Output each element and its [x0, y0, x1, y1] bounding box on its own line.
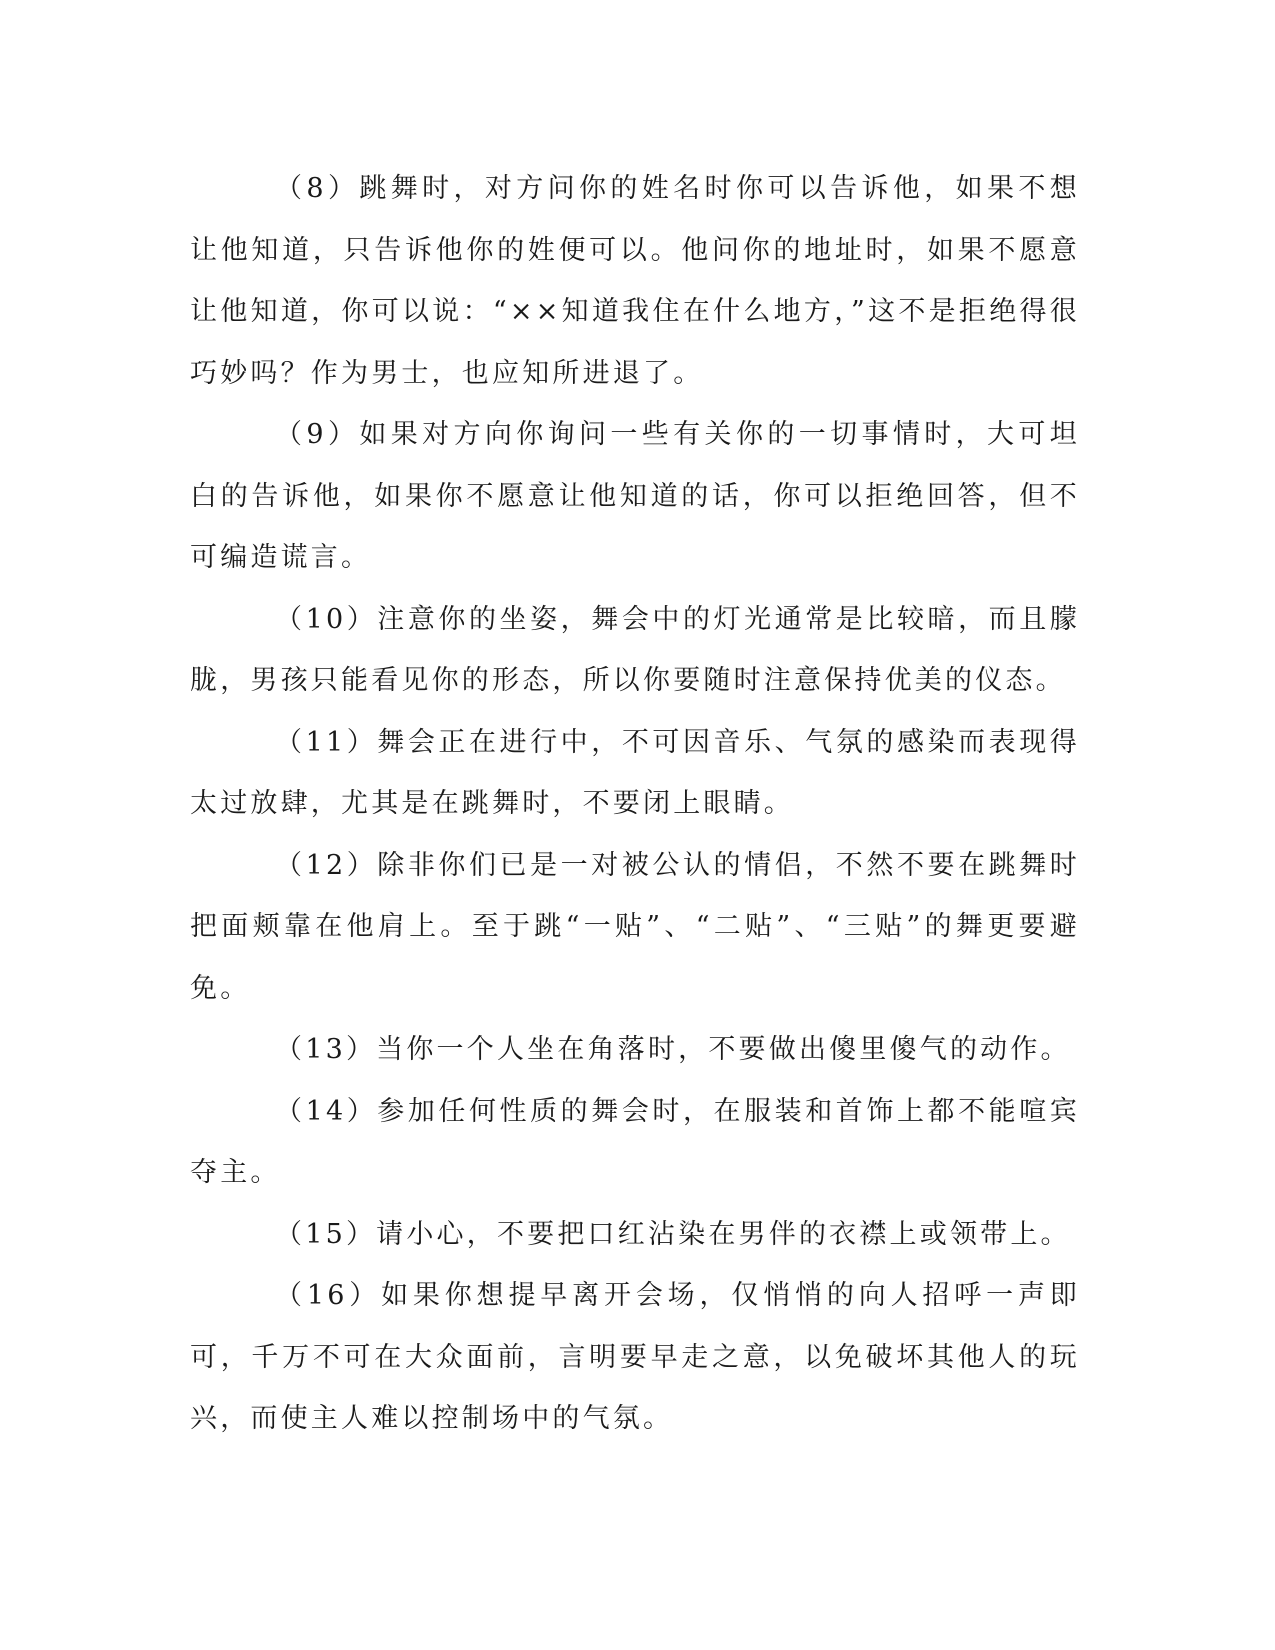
paragraph-12: （12）除非你们已是一对被公认的情侣，不然不要在跳舞时把面颊靠在他肩上。至于跳“一贴”、“二贴”、“三贴”的舞更要避免。	[190, 849, 1080, 1004]
paragraph-15: （15）请小心，不要把口红沾染在男伴的衣襟上或领带上。	[275, 1218, 1071, 1250]
paragraph-14: （14）参加任何性质的舞会时，在服装和首饰上都不能喧宾夺主。	[190, 1095, 1080, 1188]
paragraph-11: （11）舞会正在进行中，不可因音乐、气氛的感染而表现得太过放肆，尤其是在跳舞时，不要闭上眼睛。	[190, 726, 1080, 819]
paragraph-10: （10）注意你的坐姿，舞会中的灯光通常是比较暗，而且朦胧，男孩只能看见你的形态，所以你要随时注意保持优美的仪态。	[190, 603, 1080, 696]
paragraph-8: （8）跳舞时，对方问你的姓名时你可以告诉他，如果不想让他知道，只告诉他你的姓便可以。他问你的地址时，如果不愿意让他知道，你可以说：“××知道我住在什么地方，”这不是拒绝得很巧妙吗？作为男士，也应知所进退了。	[190, 173, 1080, 389]
paragraph-13: （13）当你一个人坐在角落时，不要做出傻里傻气的动作。	[275, 1034, 1071, 1065]
paragraph-16: （16）如果你想提早离开会场，仅悄悄的向人招呼一声即可，千万不可在大众面前，言明要早走之意，以免破坏其他人的玩兴，而使主人难以控制场中的气氛。	[190, 1280, 1080, 1434]
paragraph-9: （9）如果对方向你询问一些有关你的一切事情时，大可坦白的告诉他，如果你不愿意让他知道的话，你可以拒绝回答，但不可编造谎言。	[190, 419, 1080, 573]
document-body	[190, 158, 1080, 1450]
